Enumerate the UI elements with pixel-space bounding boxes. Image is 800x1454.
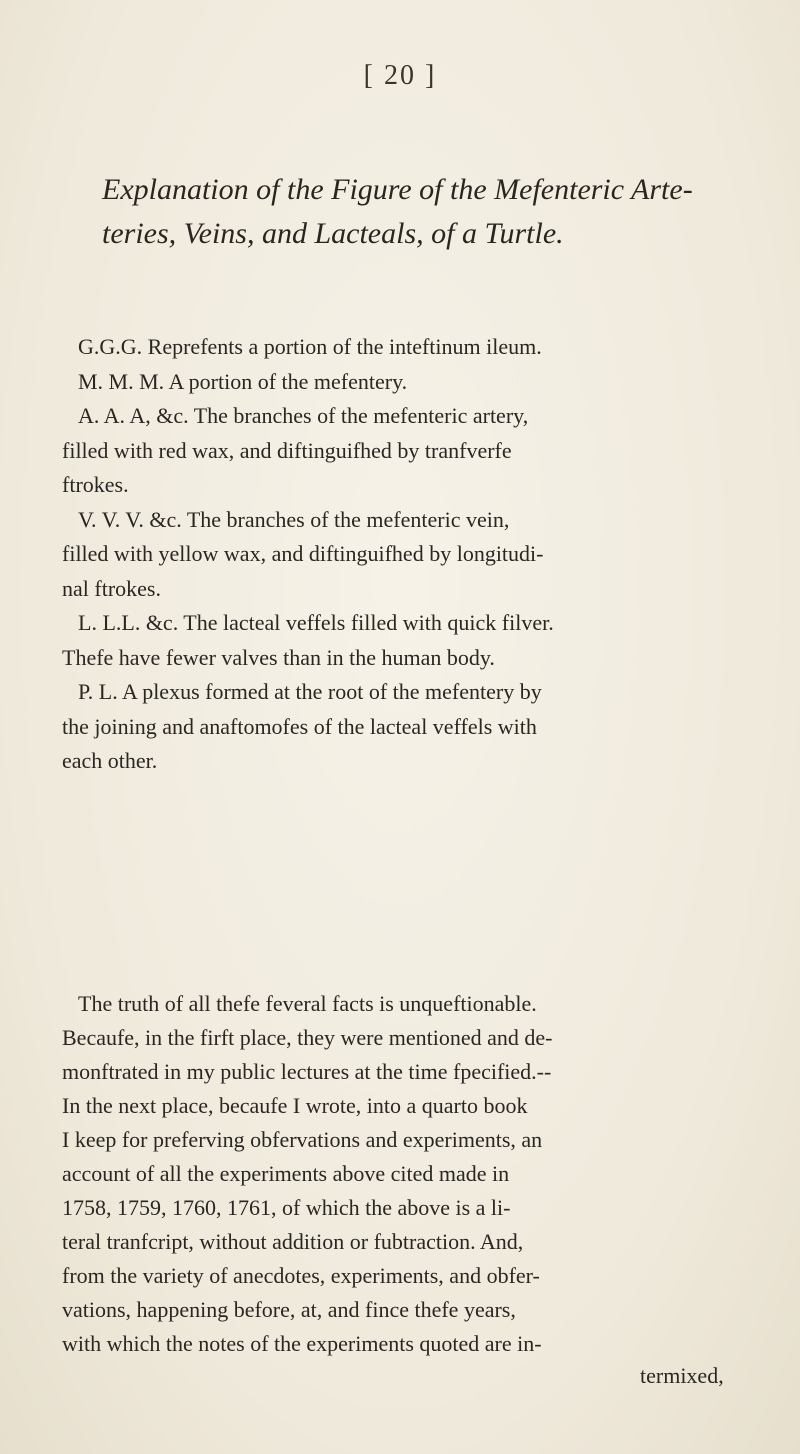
figure-key-entry: [62, 365, 758, 400]
entry-line: filled with red wax, and diftinguifhed by tranfverfe: [62, 437, 512, 463]
paragraph-line: I keep for preferving obfervations and experiments, an: [62, 1127, 543, 1152]
paragraph-line: monftrated in my public lectures at the time fpecified.--: [62, 1059, 552, 1084]
body-paragraph: [62, 987, 762, 1361]
figure-key-list: [62, 330, 758, 779]
paragraph-line: from the variety of anecdotes, experiments, and obfer-: [62, 1263, 540, 1288]
title-line: teries, Veins, and Lacteals, of a Turtle.: [102, 217, 564, 250]
figure-key-entry: [62, 606, 758, 675]
entry-line: A. A. A, &c. The branches of the mefenteric artery,: [78, 403, 529, 428]
entry-line: the joining and anaftomofes of the lacteal veffels with: [62, 713, 537, 739]
entry-line: Thefe have fewer valves than in the human body.: [62, 644, 495, 670]
paragraph-line: with which the notes of the experiments quoted are in-: [62, 1331, 542, 1356]
entry-line: filled with yellow wax, and diftinguifhed by longitudi-: [62, 541, 544, 566]
entry-line: G.G.G. Reprefents a portion of the inteftinum ileum.: [78, 334, 542, 359]
entry-line: M. M. M. A portion of the mefentery.: [78, 368, 408, 394]
paragraph-line: 1758, 1759, 1760, 1761, of which the above is a li-: [62, 1195, 511, 1220]
catchword: termixed,: [640, 1363, 724, 1388]
entry-line: V. V. V. &c. The branches of the mefenteric vein,: [78, 506, 510, 532]
paragraph-line: teral tranfcript, without addition or fubtraction. And,: [62, 1229, 524, 1254]
paragraph-line: The truth of all thefe feveral facts is unqueftionable.: [78, 991, 537, 1016]
figure-key-entry: [62, 675, 758, 779]
paragraph-line: account of all the experiments above cited made in: [62, 1161, 510, 1186]
entry-line: L. L.L. &c. The lacteal veffels filled with quick filver.: [78, 610, 554, 635]
page-number: [ 20 ]: [363, 60, 437, 91]
section-title: [102, 168, 722, 256]
figure-key-entry: [62, 399, 758, 503]
entry-line: ftrokes.: [62, 472, 129, 497]
entry-line: P. L. A plexus formed at the root of the mefentery by: [78, 679, 542, 704]
figure-key-entry: [62, 503, 758, 607]
figure-key-entry: [62, 330, 758, 365]
paragraph-line: vations, happening before, at, and fince thefe years,: [62, 1297, 516, 1322]
paragraph-line: Becaufe, in the firft place, they were mentioned and de-: [62, 1025, 553, 1050]
title-line: Explanation of the Figure of the Mefenteric Arte-: [102, 173, 693, 206]
entry-line: nal ftrokes.: [62, 575, 161, 601]
paragraph-line: In the next place, becaufe I wrote, into a quarto book: [62, 1093, 528, 1118]
entry-line: each other.: [62, 748, 158, 773]
